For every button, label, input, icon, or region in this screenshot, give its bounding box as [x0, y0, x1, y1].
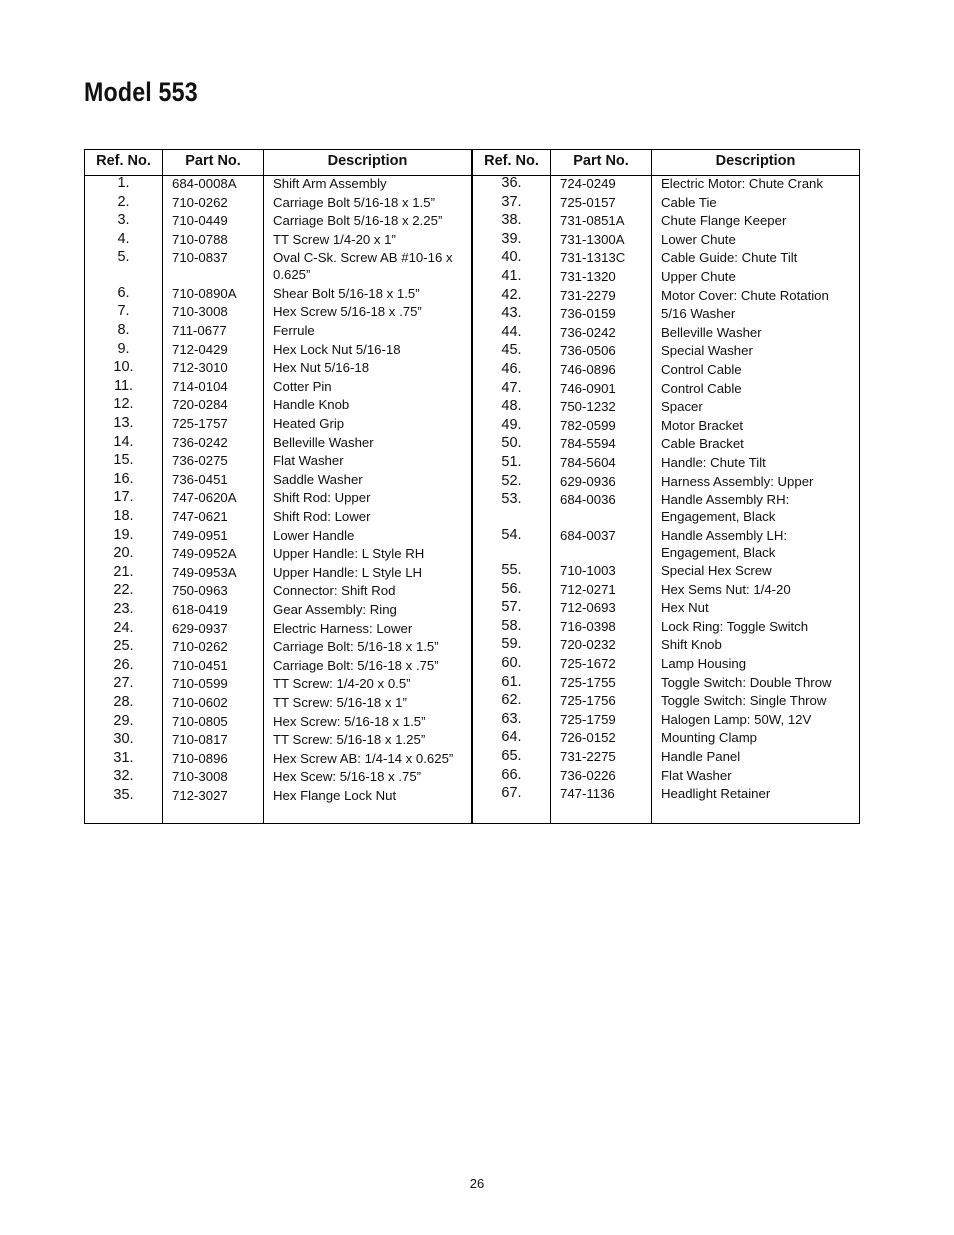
description-cell: Hex Sems Nut: 1/4-20 [661, 581, 791, 597]
description-cell: Lower Handle [273, 527, 355, 543]
ref-no-cell: 26. [113, 656, 134, 673]
description-cell: TT Screw 1/4-20 x 1” [273, 231, 396, 247]
description-cell: Special Washer [661, 343, 753, 359]
table-row [85, 341, 471, 360]
part-no-cell: 712-3010 [172, 360, 228, 376]
description-cell: Carriage Bolt: 5/16-18 x 1.5” [273, 639, 439, 655]
description-cell: Special Hex Screw [661, 563, 772, 579]
ref-no-cell: 25. [113, 638, 134, 655]
table-row [473, 324, 860, 343]
ref-no-cell: 63. [501, 710, 522, 727]
table-row [473, 527, 860, 563]
part-no-cell: 747-0620A [172, 490, 237, 506]
description-cell: Hex Screw AB: 1/4-14 x 0.625” [273, 750, 454, 766]
part-no-cell: 725-1755 [560, 674, 616, 690]
table-row [473, 636, 860, 655]
part-no-cell: 782-0599 [560, 417, 616, 433]
table-row [85, 564, 471, 583]
ref-no-cell: 36. [501, 175, 522, 191]
ref-no-cell: 11. [113, 377, 134, 394]
description-cell: Headlight Retainer [661, 786, 771, 802]
ref-no-cell: 66. [501, 766, 522, 783]
ref-no-cell: 54. [501, 526, 522, 543]
table-row [85, 212, 471, 231]
table-row [85, 378, 471, 397]
parts-table-right-half [473, 150, 860, 823]
description-cell: Hex Lock Nut 5/16-18 [273, 341, 401, 357]
part-no-cell: 712-0693 [560, 600, 616, 616]
part-no-cell: 749-0952A [172, 546, 237, 562]
ref-no-cell: 8. [117, 322, 130, 339]
description-cell: Belleville Washer [661, 324, 762, 340]
ref-no-cell: 58. [501, 617, 522, 634]
part-no-cell: 736-0242 [560, 324, 616, 340]
description-cell: Harness Assembly: Upper [661, 473, 814, 489]
table-row [85, 396, 471, 415]
description-cell: Heated Grip [273, 416, 345, 432]
description-cell: Shear Bolt 5/16-18 x 1.5” [273, 285, 420, 301]
header-part-no: Part No. [185, 153, 241, 169]
part-no-cell: 684-0008A [172, 176, 237, 191]
description-cell: Cotter Pin [273, 378, 332, 394]
part-no-cell: 710-0837 [172, 250, 228, 266]
ref-no-cell: 18. [113, 508, 134, 524]
ref-no-cell: 14. [113, 433, 134, 450]
table-row [85, 452, 471, 471]
part-no-cell: 731-2279 [560, 287, 616, 303]
part-no-cell: 736-0275 [172, 453, 228, 469]
part-no-cell: 736-0159 [560, 306, 616, 322]
table-row [85, 638, 471, 657]
description-cell: Hex Flange Lock Nut [273, 787, 397, 803]
description-cell: Cable Bracket [661, 436, 744, 452]
part-no-cell: 746-0896 [560, 361, 616, 377]
ref-no-cell: 45. [501, 342, 522, 359]
ref-no-cell: 65. [501, 748, 522, 765]
description-cell: Electric Harness: Lower [273, 620, 413, 636]
description-cell: Shift Rod: Lower [273, 509, 371, 524]
ref-no-cell: 5. [117, 249, 130, 266]
description-cell: Mounting Clamp [661, 730, 758, 746]
table-row [85, 620, 471, 639]
ref-no-cell: 13. [113, 415, 134, 432]
part-no-cell: 731-0851A [560, 213, 625, 229]
ref-no-cell: 47. [501, 379, 522, 396]
ref-no-cell: 28. [113, 693, 134, 710]
ref-no-cell: 42. [501, 286, 522, 303]
ref-no-cell: 61. [501, 673, 522, 690]
ref-no-cell: 6. [117, 284, 130, 301]
table-row [85, 249, 471, 285]
part-no-cell: 710-1003 [560, 563, 616, 579]
description-cell: Belleville Washer [273, 434, 374, 450]
part-no-cell: 710-0451 [172, 657, 228, 673]
description-cell: Saddle Washer [273, 471, 363, 487]
table-row [473, 398, 860, 417]
ref-no-cell: 12. [113, 396, 134, 413]
description-cell: Motor Bracket [661, 417, 744, 433]
table-row [473, 175, 860, 194]
table-row [85, 285, 471, 304]
table-row [473, 361, 860, 380]
header-description: Description [715, 153, 796, 169]
description-cell: Handle Assembly RH: Engagement, Black [661, 492, 790, 525]
table-row [473, 305, 860, 324]
description-cell: Hex Screw: 5/16-18 x 1.5” [273, 713, 426, 729]
table-row [473, 435, 860, 454]
table-row [473, 748, 860, 767]
description-cell: Flat Washer [661, 767, 732, 783]
part-no-cell: 736-0451 [172, 471, 228, 487]
ref-no-cell: 10. [113, 359, 134, 376]
table-row [85, 415, 471, 434]
table-row [85, 175, 471, 194]
description-cell: Handle Knob [273, 397, 350, 413]
ref-no-cell: 57. [501, 599, 522, 616]
description-cell: Shift Arm Assembly [273, 176, 387, 191]
table-row [85, 303, 471, 322]
ref-no-cell: 56. [501, 580, 522, 597]
header-part-no: Part No. [573, 153, 629, 169]
description-cell: Lock Ring: Toggle Switch [661, 618, 809, 634]
ref-no-cell: 64. [501, 729, 522, 746]
ref-no-cell: 21. [113, 563, 134, 580]
table-row [473, 599, 860, 618]
table-row [473, 767, 860, 786]
part-no-cell: 726-0152 [560, 730, 616, 746]
header-ref-no: Ref. No. [484, 153, 539, 169]
ref-no-cell: 20. [113, 545, 134, 562]
table-row [85, 489, 471, 508]
description-cell: Control Cable [661, 361, 742, 377]
ref-no-cell: 17. [113, 489, 134, 506]
table-row [473, 231, 860, 250]
description-cell: Chute Flange Keeper [661, 213, 787, 229]
table-row [85, 713, 471, 732]
description-cell: Connector: Shift Rod [273, 583, 396, 599]
ref-no-cell: 27. [113, 675, 134, 692]
table-row [473, 618, 860, 637]
ref-no-cell: 44. [501, 323, 522, 340]
description-cell: Handle Panel [661, 749, 741, 765]
table-row [473, 711, 860, 730]
part-no-cell: 712-3027 [172, 787, 228, 803]
table-row [473, 249, 860, 268]
ref-no-cell: 60. [501, 655, 522, 672]
table-row [85, 582, 471, 601]
description-cell: Oval C-Sk. Screw AB #10-16 x 0.625” [273, 250, 453, 283]
part-no-cell: 750-0963 [172, 583, 228, 599]
part-no-cell: 725-0157 [560, 194, 616, 210]
ref-no-cell: 50. [501, 435, 522, 452]
table-row [473, 785, 860, 804]
part-no-cell: 712-0271 [560, 581, 616, 597]
table-row [473, 268, 860, 287]
table-row [473, 562, 860, 581]
table-row [85, 750, 471, 769]
ref-no-cell: 49. [501, 416, 522, 433]
page-title: Model 553 [84, 77, 198, 107]
part-no-cell: 710-0262 [172, 639, 228, 655]
ref-no-cell: 41. [501, 267, 522, 284]
ref-no-cell: 48. [501, 398, 522, 415]
ref-no-cell: 16. [113, 470, 134, 487]
table-row [85, 601, 471, 620]
part-no-cell: 710-0890A [172, 285, 237, 301]
part-no-cell: 784-5604 [560, 454, 616, 470]
part-no-cell: 720-0232 [560, 637, 616, 653]
part-no-cell: 629-0936 [560, 473, 616, 489]
ref-no-cell: 30. [113, 731, 134, 748]
ref-no-cell: 59. [501, 636, 522, 653]
part-no-cell: 710-3008 [172, 769, 228, 785]
part-no-cell: 710-0805 [172, 713, 228, 729]
table-row [473, 454, 860, 473]
description-cell: Hex Nut 5/16-18 [273, 360, 370, 376]
parts-table-left-half [85, 150, 473, 823]
part-no-cell: 711-0677 [172, 323, 227, 339]
ref-no-cell: 38. [501, 212, 522, 229]
ref-no-cell: 39. [501, 230, 522, 247]
part-no-cell: 747-0621 [172, 509, 228, 524]
ref-no-cell: 31. [113, 749, 134, 766]
table-row [85, 322, 471, 341]
ref-no-cell: 43. [501, 305, 522, 322]
part-no-cell: 731-1320 [560, 268, 616, 284]
part-no-cell: 710-0602 [172, 694, 228, 710]
ref-no-cell: 62. [501, 692, 522, 709]
table-row [473, 581, 860, 600]
part-no-cell: 731-1300A [560, 231, 625, 247]
table-row [85, 657, 471, 676]
ref-no-cell: 67. [501, 785, 522, 802]
description-cell: Shift Rod: Upper [273, 490, 371, 506]
table-row [85, 471, 471, 490]
ref-no-cell: 37. [501, 193, 522, 210]
part-no-cell: 684-0037 [560, 527, 616, 543]
ref-no-cell: 55. [501, 562, 522, 579]
description-cell: Halogen Lamp: 50W, 12V [661, 711, 812, 727]
description-cell: 5/16 Washer [661, 306, 736, 322]
part-no-cell: 731-2275 [560, 749, 616, 765]
ref-no-cell: 1. [117, 175, 130, 191]
part-no-cell: 725-1756 [560, 693, 616, 709]
description-cell: TT Screw: 5/16-18 x 1.25” [273, 732, 426, 748]
ref-no-cell: 35. [113, 786, 134, 803]
ref-no-cell: 51. [501, 453, 522, 470]
description-cell: Lamp Housing [661, 656, 747, 672]
table-body-right [473, 175, 860, 804]
ref-no-cell: 32. [113, 768, 134, 785]
part-no-cell: 710-0599 [172, 676, 228, 692]
ref-no-cell: 46. [501, 360, 522, 377]
part-no-cell: 736-0226 [560, 767, 616, 783]
description-cell: Toggle Switch: Double Throw [661, 674, 832, 690]
description-cell: Carriage Bolt 5/16-18 x 1.5” [273, 194, 435, 210]
description-cell: TT Screw: 1/4-20 x 0.5” [273, 676, 411, 692]
table-header-row [85, 150, 471, 176]
description-cell: Carriage Bolt: 5/16-18 x .75” [273, 657, 439, 673]
description-cell: Spacer [661, 399, 703, 415]
ref-no-cell: 29. [113, 712, 134, 729]
table-row [473, 692, 860, 711]
part-no-cell: 784-5594 [560, 436, 616, 452]
part-no-cell: 712-0429 [172, 341, 228, 357]
page-number: 26 [469, 1176, 485, 1191]
table-row [473, 417, 860, 436]
part-no-cell: 725-1672 [560, 656, 616, 672]
table-row [473, 194, 860, 213]
ref-no-cell: 3. [117, 212, 130, 229]
part-no-cell: 710-0262 [172, 194, 228, 210]
description-cell: Electric Motor: Chute Crank [661, 176, 823, 191]
table-row [85, 694, 471, 713]
ref-no-cell: 23. [113, 600, 134, 617]
part-no-cell: 618-0419 [172, 601, 228, 617]
part-no-cell: 710-0896 [172, 750, 228, 766]
part-no-cell: 714-0104 [172, 378, 228, 394]
table-row [473, 674, 860, 693]
description-cell: Hex Scew: 5/16-18 x .75” [273, 769, 422, 785]
table-row [473, 287, 860, 306]
table-row [473, 380, 860, 399]
table-row [473, 491, 860, 527]
table-row [473, 342, 860, 361]
table-row [473, 473, 860, 492]
description-cell: Upper Chute [661, 268, 736, 284]
description-cell: Hex Nut [661, 600, 709, 616]
ref-no-cell: 19. [113, 526, 134, 543]
part-no-cell: 749-0953A [172, 564, 237, 580]
description-cell: Cable Tie [661, 194, 717, 210]
ref-no-cell: 9. [117, 340, 130, 357]
table-row [85, 194, 471, 213]
description-cell: Motor Cover: Chute Rotation [661, 287, 829, 303]
table-body-left [85, 175, 471, 806]
part-no-cell: 725-1759 [560, 711, 616, 727]
description-cell: Lower Chute [661, 231, 736, 247]
table-row [85, 768, 471, 787]
description-cell: Flat Washer [273, 453, 344, 469]
part-no-cell: 720-0284 [172, 397, 228, 413]
part-no-cell: 731-1313C [560, 250, 626, 266]
description-cell: TT Screw: 5/16-18 x 1” [273, 694, 407, 710]
part-no-cell: 736-0242 [172, 434, 228, 450]
description-cell: Shift Knob [661, 637, 722, 653]
part-no-cell: 724-0249 [560, 176, 616, 191]
description-cell: Carriage Bolt 5/16-18 x 2.25” [273, 213, 443, 229]
header-description: Description [327, 153, 408, 169]
description-cell: Ferrule [273, 323, 315, 339]
parts-table [84, 149, 860, 824]
table-row [473, 729, 860, 748]
description-cell: Handle: Chute Tilt [661, 454, 766, 470]
part-no-cell: 736-0506 [560, 343, 616, 359]
part-no-cell: 710-0788 [172, 231, 228, 247]
ref-no-cell: 4. [117, 230, 130, 247]
description-cell: Hex Screw 5/16-18 x .75” [273, 304, 422, 320]
description-cell: Cable Guide: Chute Tilt [661, 250, 798, 266]
header-ref-no: Ref. No. [96, 153, 151, 169]
table-row [85, 527, 471, 546]
description-cell: Control Cable [661, 380, 742, 396]
ref-no-cell: 40. [501, 249, 522, 266]
part-no-cell: 747-1136 [560, 786, 615, 802]
ref-no-cell: 2. [117, 193, 130, 210]
table-row [85, 508, 471, 527]
part-no-cell: 710-0817 [172, 732, 228, 748]
ref-no-cell: 7. [117, 303, 130, 320]
table-row [473, 655, 860, 674]
part-no-cell: 710-0449 [172, 213, 228, 229]
part-no-cell: 716-0398 [560, 618, 616, 634]
part-no-cell: 746-0901 [560, 380, 616, 396]
part-no-cell: 629-0937 [172, 620, 228, 636]
table-row [85, 359, 471, 378]
table-row [85, 545, 471, 564]
description-cell: Toggle Switch: Single Throw [661, 693, 827, 709]
description-cell: Upper Handle: L Style LH [273, 564, 423, 580]
part-no-cell: 710-3008 [172, 304, 228, 320]
part-no-cell: 749-0951 [172, 527, 228, 543]
table-row [85, 231, 471, 250]
description-cell: Upper Handle: L Style RH [273, 546, 425, 562]
table-header-row [473, 150, 860, 176]
table-row [85, 731, 471, 750]
ref-no-cell: 24. [113, 619, 134, 636]
part-no-cell: 750-1232 [560, 399, 616, 415]
description-cell: Gear Assembly: Ring [273, 601, 397, 617]
description-cell: Handle Assembly LH: Engagement, Black [661, 527, 788, 560]
ref-no-cell: 52. [501, 472, 522, 489]
table-row [85, 675, 471, 694]
table-row [85, 787, 471, 806]
ref-no-cell: 22. [113, 582, 134, 599]
table-row [473, 212, 860, 231]
table-row [85, 434, 471, 453]
part-no-cell: 684-0036 [560, 492, 616, 508]
ref-no-cell: 15. [113, 452, 134, 469]
ref-no-cell: 53. [501, 491, 522, 508]
part-no-cell: 725-1757 [172, 416, 228, 432]
